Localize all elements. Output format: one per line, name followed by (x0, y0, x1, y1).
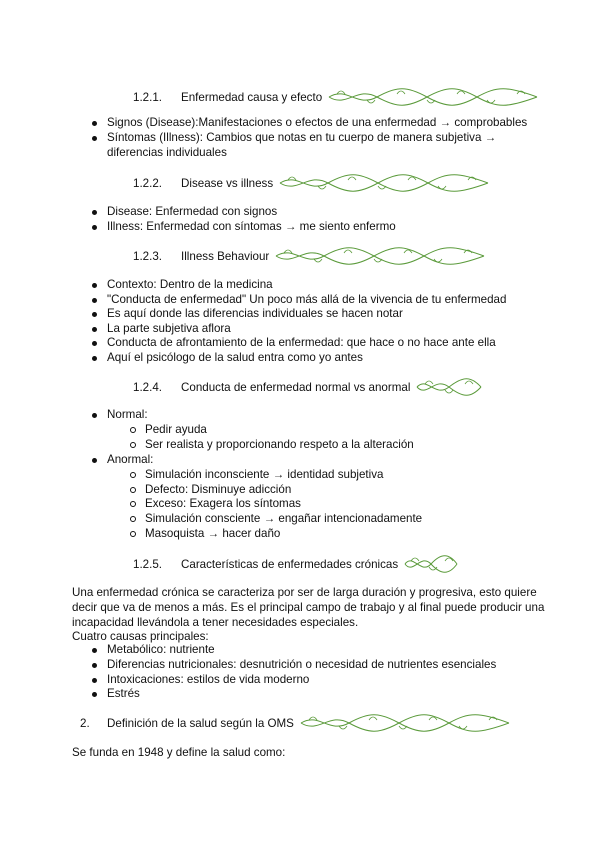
list-item-text: Intoxicaciones: estilos de vida moderno (107, 673, 310, 686)
sub-list-item-text: Ser realista y proporcionando respeto a la alteración (145, 438, 414, 451)
sub-list-item-text: Exceso: Exagera los síntomas (145, 497, 301, 510)
list-item-text: Conducta de afrontamiento de la enfermedad: que hace o no hace ante ella (107, 336, 496, 349)
list-item-text: Aquí el psicólogo de la salud entra como yo antes (107, 351, 363, 364)
heading-title: Enfermedad causa y efecto (181, 90, 323, 104)
paragraph-line: Se funda en 1948 y define la salud como: (72, 746, 286, 759)
list-item-text: "Conducta de enfermedad" Un poco más allá de la vivencia de tu enfermedad (107, 293, 507, 306)
heading-number: 1.2.1. (133, 90, 163, 104)
heading-title: Conducta de enfermedad normal vs anormal (181, 380, 411, 394)
paragraph-line: decir que va de menos a más. Es el principal campo de trabajo y al final puede producir una (72, 601, 545, 614)
heading-1-2-2 (133, 172, 490, 194)
sub-list-item-text: Defecto: Disminuye adicción (145, 483, 292, 496)
heading-title: Definición de la salud según la OMS (107, 716, 294, 730)
vine-decoration-icon (403, 553, 459, 575)
heading-1-2-5 (133, 553, 459, 575)
paragraph-line: Cuatro causas principales: (72, 630, 209, 643)
vine-decoration-icon (327, 86, 539, 108)
vine-decoration-icon (299, 712, 511, 734)
heading-number: 1.2.4. (133, 380, 163, 394)
heading-1-2-4 (133, 376, 483, 398)
heading-1-2-3 (133, 245, 486, 267)
vine-decoration-icon (278, 172, 490, 194)
heading-number: 1.2.2. (133, 176, 163, 190)
heading-number: 1.2.5. (133, 557, 163, 571)
paragraph-line: Una enfermedad crónica se caracteriza por ser de larga duración y progresiva, esto quiere (72, 586, 537, 599)
list-item-text: Metabólico: nutriente (107, 643, 215, 656)
list-item-text: Anormal: (107, 453, 154, 466)
sub-list-item-text: Pedir ayuda (145, 423, 207, 436)
heading-number: 1.2.3. (133, 249, 163, 263)
heading-title: Características de enfermedades crónicas (181, 557, 399, 571)
list-item-text: Illness: Enfermedad con síntomas → me siento enfermo (107, 220, 396, 233)
list-item-text: Normal: (107, 408, 148, 421)
list-item-text: Signos (Disease):Manifestaciones o efectos de una enfermedad → comprobables (107, 116, 528, 129)
sub-list-item-text: Masoquista → hacer daño (145, 527, 281, 540)
list-item-text: Estrés (107, 687, 140, 700)
heading-title: Illness Behaviour (181, 249, 270, 263)
list-item-text: La parte subjetiva aflora (107, 322, 231, 335)
heading-title: Disease vs illness (181, 176, 274, 190)
list-item-text: Contexto: Dentro de la medicina (107, 278, 273, 291)
paragraph-line: incapacidad llevándola a tener necesidades especiales. (72, 616, 359, 629)
list-item-text: Es aquí donde las diferencias individuales se hacen notar (107, 307, 403, 320)
sub-list-item-text: Simulación consciente → engañar intencionadamente (145, 512, 423, 525)
list-item-text: Disease: Enfermedad con signos (107, 205, 278, 218)
list-item-text: diferencias individuales (107, 146, 227, 159)
heading-2 (80, 712, 511, 734)
heading-number: 2. (80, 716, 90, 730)
vine-decoration-icon (274, 245, 486, 267)
list-item-text: Diferencias nutricionales: desnutrición o necesidad de nutrientes esenciales (107, 658, 497, 671)
vine-decoration-icon (415, 376, 483, 398)
list-item-text: Síntomas (Illness): Cambios que notas en tu cuerpo de manera subjetiva → (107, 131, 497, 144)
heading-1-2-1 (133, 86, 539, 108)
sub-list-item-text: Simulación inconsciente → identidad subjetiva (145, 468, 384, 481)
